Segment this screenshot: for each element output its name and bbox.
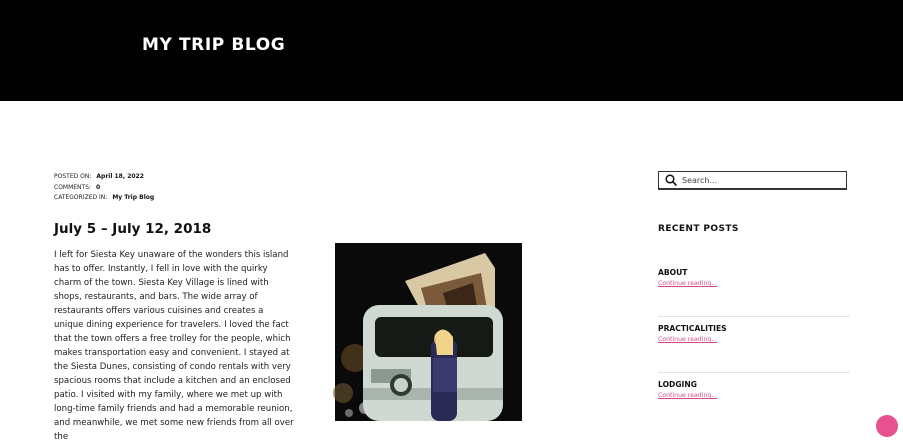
meta-value[interactable]: April 18, 2022 bbox=[96, 173, 144, 180]
site-title-link[interactable]: MY TRIP BLOG bbox=[142, 35, 286, 55]
divider bbox=[658, 316, 850, 317]
search-icon[interactable] bbox=[664, 173, 678, 187]
search-input[interactable] bbox=[682, 176, 842, 185]
meta-label: POSTED ON: bbox=[54, 173, 92, 180]
meta-comments bbox=[54, 183, 154, 194]
continue-reading-link[interactable]: Continue reading... bbox=[658, 336, 718, 343]
divider bbox=[658, 372, 850, 373]
post-meta bbox=[54, 172, 154, 204]
recent-post-title[interactable]: PRACTICALITIES bbox=[658, 324, 727, 333]
meta-value[interactable]: 0 bbox=[96, 183, 101, 191]
recent-post-title[interactable]: ABOUT bbox=[658, 268, 688, 277]
meta-label: CATEGORIZED IN: bbox=[54, 194, 108, 201]
meta-posted-on bbox=[54, 172, 154, 183]
meta-label: COMMENTS: bbox=[54, 183, 92, 191]
recent-post-item bbox=[658, 268, 850, 287]
recent-post-item bbox=[658, 324, 850, 343]
continue-reading-link[interactable]: Continue reading... bbox=[658, 280, 718, 287]
meta-value[interactable]: My Trip Blog bbox=[112, 194, 155, 201]
post-photo bbox=[335, 243, 522, 421]
post-body: I left for Siesta Key unaware of the wonders this island has to offer. Instantly, I fell in love with the quirky charm of the town. Siesta Key Village is lined with shops, restaurants, and bars. The wide array of restaurants offers various cuisines and creates a unique dining experience for travelers. I loved the fact that the town offers a free trolley for the people, which makes transportation easy and convenient. I stayed at the Siesta Dunes, consisting of condo rentals with very spacious rooms that include a kitchen and an enclosed patio. I visited with my family, where we met up with long-time family friends and had a memorable reunion, and meanwhile, we met some new friends from all over the bbox=[54, 250, 294, 442]
recent-post-item bbox=[658, 380, 850, 399]
floating-action-button[interactable] bbox=[876, 415, 898, 437]
meta-category bbox=[54, 193, 154, 204]
post-title: July 5 – July 12, 2018 bbox=[54, 221, 212, 237]
continue-reading-link[interactable]: Continue reading... bbox=[658, 392, 718, 399]
site-header bbox=[0, 0, 903, 101]
search-form bbox=[658, 171, 847, 190]
recent-posts-heading: RECENT POSTS bbox=[658, 224, 739, 234]
camper-van-photo bbox=[335, 243, 522, 421]
recent-post-title[interactable]: LODGING bbox=[658, 380, 697, 389]
